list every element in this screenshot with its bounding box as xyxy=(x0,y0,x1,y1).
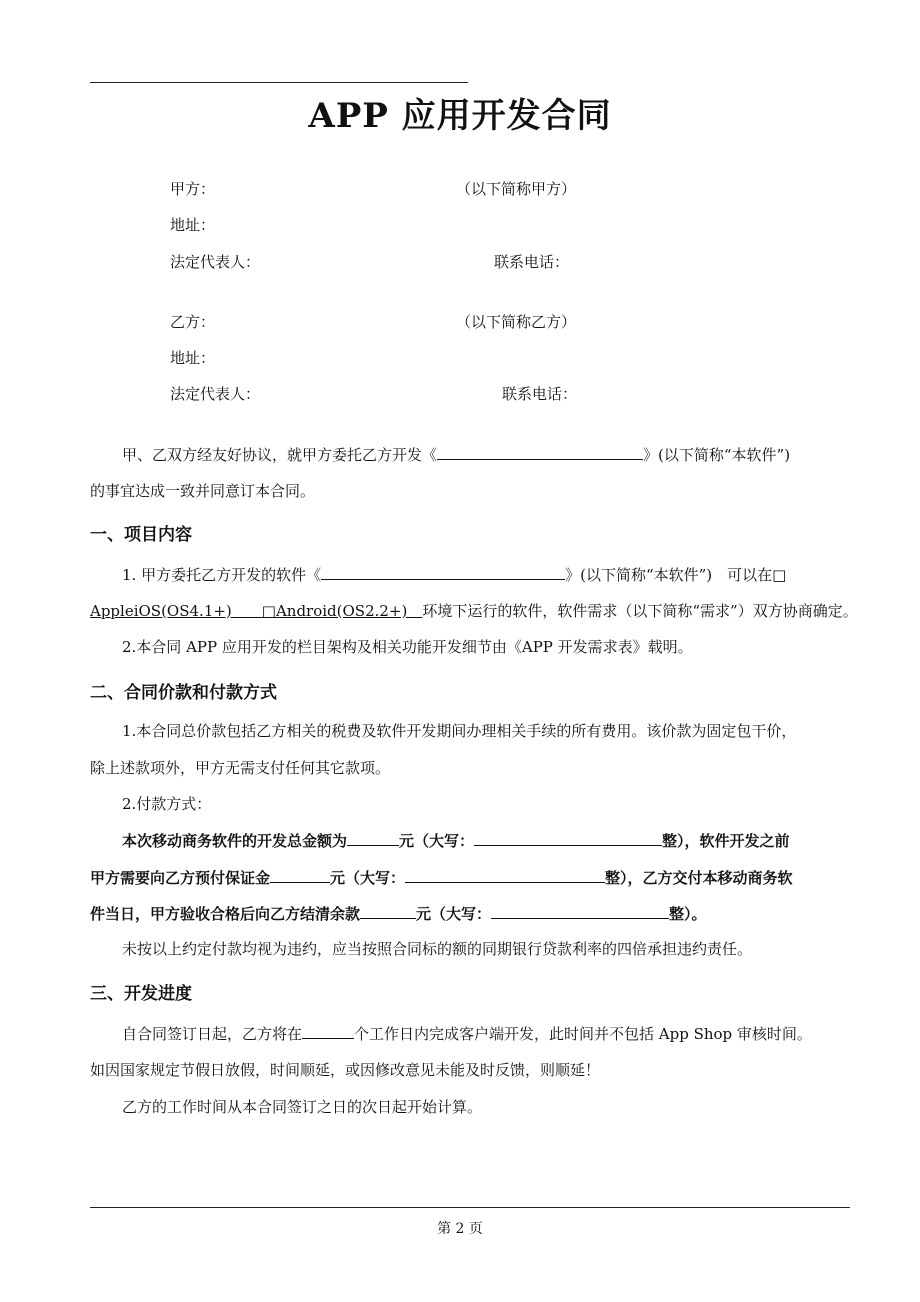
total-amount-words-blank[interactable] xyxy=(474,829,662,846)
s2-p1-line-1: 1.本合同总价款包括乙方相关的税费及软件开发期间办理相关手续的所有费用。该价款为固定包干价， xyxy=(122,722,797,740)
party-a-phone-label: 联系电话： xyxy=(494,253,570,271)
deposit-words-label: 元（大写： xyxy=(330,869,406,887)
party-b-address-label: 地址： xyxy=(170,349,216,367)
header-rule xyxy=(90,82,468,83)
deposit-words-blank[interactable] xyxy=(405,866,605,883)
total-amount-label: 本次移动商务软件的开发总金额为 xyxy=(122,832,348,850)
s3-p1-line-1 xyxy=(122,1022,812,1044)
workdays-blank[interactable] xyxy=(302,1022,354,1039)
deposit-label: 甲方需要向乙方预付保证金 xyxy=(90,869,271,887)
balance-words-label: 元（大写： xyxy=(416,905,492,923)
deposit-suffix: 整），乙方交付本移动商务软 xyxy=(605,869,793,887)
balance-blank[interactable] xyxy=(360,902,416,919)
party-b-alias: （以下简称乙方） xyxy=(456,313,577,331)
s2-p2: 2.付款方式： xyxy=(122,795,212,813)
total-amount-blank[interactable] xyxy=(347,829,399,846)
party-b-label: 乙方： xyxy=(170,313,216,331)
s2-p1-line-2: 除上述款项外，甲方无需支付任何其它款项。 xyxy=(90,759,391,777)
balance-suffix: 整）。 xyxy=(669,905,707,923)
s2-bold-line-3 xyxy=(90,902,707,924)
section-3-heading: 三、开发进度 xyxy=(90,984,192,1004)
intro-line-1 xyxy=(122,443,790,465)
s2-bold-line-2 xyxy=(90,866,793,888)
balance-label: 件当日，甲方验收合格后向乙方结清余款 xyxy=(90,905,361,923)
s1-software-name-blank[interactable] xyxy=(321,563,565,580)
document-title: APP 应用开发合同 xyxy=(308,96,612,136)
party-a-label: 甲方： xyxy=(170,180,216,198)
party-a-alias: （以下简称甲方） xyxy=(456,180,577,198)
s1-p2: 2.本合同 APP 应用开发的栏目架构及相关功能开发细节由《APP 开发需求表》载明。 xyxy=(122,638,693,656)
intro-prefix: 甲、乙双方经友好协议，就甲方委托乙方开发《 xyxy=(122,446,438,464)
s2-p3: 未按以上约定付款均视为违约，应当按照合同标的额的同期银行贷款利率的四倍承担违约责任。 xyxy=(122,940,753,958)
deposit-blank[interactable] xyxy=(270,866,330,883)
party-a-address-label: 地址： xyxy=(170,216,216,234)
s3-p1-suffix: 个工作日内完成客户端开发，此时间并不包括 App Shop 审核时间。 xyxy=(354,1025,812,1043)
balance-words-blank[interactable] xyxy=(491,902,669,919)
intro-line-2: 的事宜达成一致并同意订本合同。 xyxy=(90,482,316,500)
section-1-heading: 一、项目内容 xyxy=(90,525,192,545)
s3-p1-line-2: 如因国家规定节假日放假，时间顺延，或因修改意见未能及时反馈，则顺延！ xyxy=(90,1061,601,1079)
s1-p1-line-1 xyxy=(122,563,786,585)
intro-suffix: 》(以下简称“本软件”) xyxy=(643,446,791,464)
s1-p1-line-2 xyxy=(90,600,858,621)
party-a-rep-label: 法定代表人： xyxy=(170,253,261,271)
section-2-heading: 二、合同价款和付款方式 xyxy=(90,683,277,703)
software-name-blank[interactable] xyxy=(437,443,643,460)
s3-p1-prefix: 自合同签订日起，乙方将在 xyxy=(122,1025,303,1043)
s2-bold-line-1 xyxy=(122,829,790,851)
total-amount-suffix: 整），软件开发之前 xyxy=(662,832,790,850)
s1-p1-suffix: 》(以下简称“本软件”) 可以在□ xyxy=(565,566,787,584)
s1-p1-prefix: 1. 甲方委托乙方开发的软件《 xyxy=(122,566,322,584)
party-b-rep-label: 法定代表人： xyxy=(170,385,261,403)
party-b-phone-label: 联系电话： xyxy=(502,385,578,403)
s3-p2: 乙方的工作时间从本合同签订之日的次日起开始计算。 xyxy=(122,1098,483,1116)
s1-platforms: AppleiOS(OS4.1+) □Android(OS2.2+) xyxy=(90,602,423,620)
page-number: 第 2 页 xyxy=(437,1221,483,1237)
total-amount-words-label: 元（大写： xyxy=(399,832,475,850)
footer-rule xyxy=(90,1207,850,1208)
s1-p1-rest: 环境下运行的软件，软件需求（以下简称“需求”）双方协商确定。 xyxy=(422,602,858,620)
